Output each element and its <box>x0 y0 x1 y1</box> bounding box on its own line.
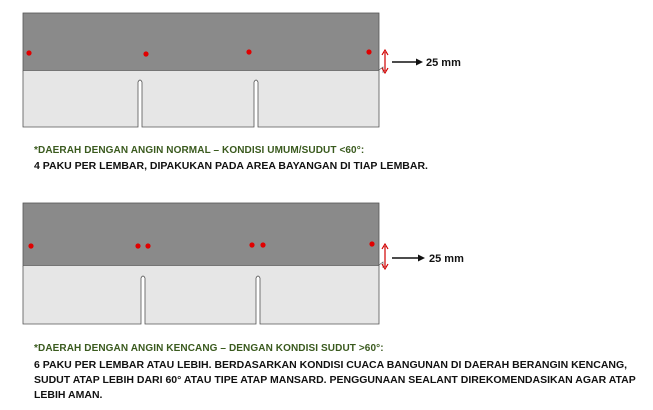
red-double-arrow <box>382 50 388 73</box>
nail-point <box>135 243 140 248</box>
shingle-panel-normal <box>23 13 461 127</box>
instruction-text: 6 PAKU PER LEMBAR ATAU LEBIH. BERDASARKAN KONDISI CUACA BANGUNAN DI DAERAH BERANGIN KENCANG, SUDUT ATAP LEBIH DARI 60° ATAU TIPE ATAP MANSARD. PENGGUNAAN SEALANT DIREKOMENDASIKAN AGAR ATAP LEBIH AMAN. <box>34 359 636 401</box>
measurement-label: 25 mm <box>426 57 461 69</box>
caption-strong-wind <box>34 343 644 403</box>
caption-normal-wind <box>34 145 644 174</box>
nail-point <box>246 49 251 54</box>
shingle-tabs <box>23 71 379 127</box>
measurement-pointer-arrow <box>392 255 425 262</box>
nail-point <box>369 241 374 246</box>
nail-point <box>366 49 371 54</box>
shingle-exposed-area <box>23 203 379 266</box>
measurement-pointer-arrow <box>392 59 423 66</box>
red-double-arrow <box>382 244 388 269</box>
nail-point <box>249 242 254 247</box>
nail-point <box>28 243 33 248</box>
nail-point <box>26 50 31 55</box>
nail-point <box>260 242 265 247</box>
instruction-text: 4 PAKU PER LEMBAR, DIPAKUKAN PADA AREA BAYANGAN DI TIAP LEMBAR. <box>34 160 428 172</box>
condition-heading: *DAERAH DENGAN ANGIN KENCANG – DENGAN KONDISI SUDUT >60°: <box>34 343 384 354</box>
shingle-panel-strong-wind <box>23 203 464 324</box>
shingle-exposed-area <box>23 13 379 71</box>
nail-point <box>143 51 148 56</box>
measurement-label: 25 mm <box>429 253 464 265</box>
shingle-tabs <box>23 266 379 324</box>
nail-point <box>145 243 150 248</box>
condition-heading: *DAERAH DENGAN ANGIN NORMAL – KONDISI UMUM/SUDUT <60°: <box>34 145 365 156</box>
